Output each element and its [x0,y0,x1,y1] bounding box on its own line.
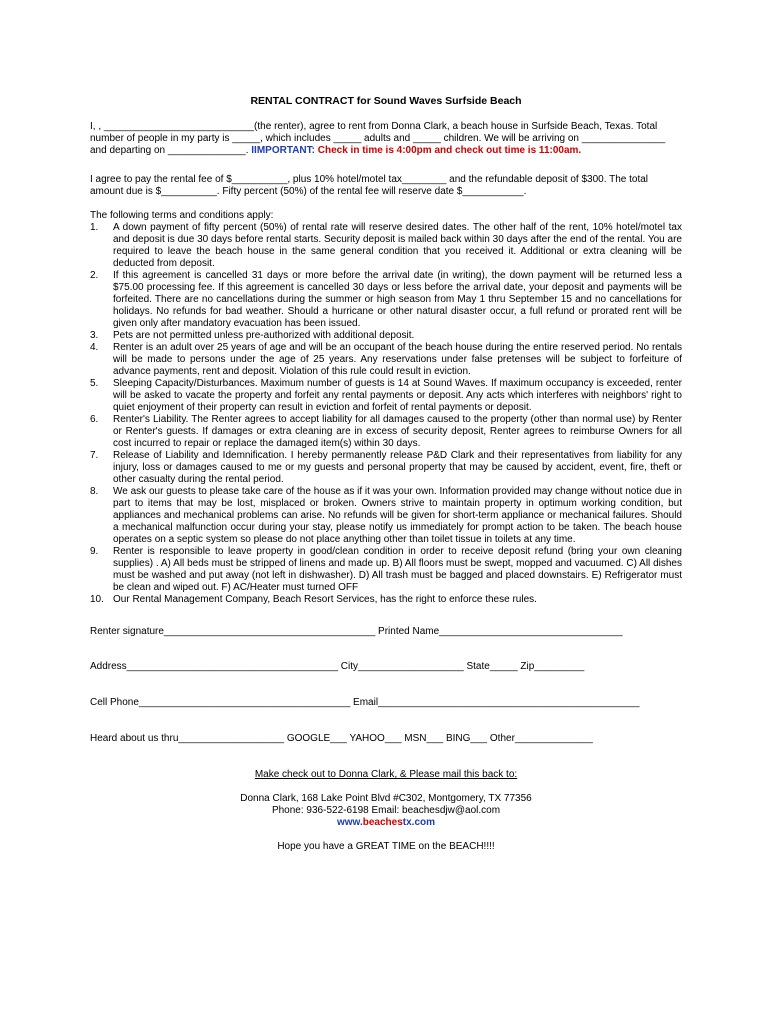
term-number: 7. [90,450,99,461]
term-item [90,270,682,330]
term-text: Release of Liability and Idemnification. I hereby permanently release P&D Clark and their representatives from liability for any injury, loss or damages caused to me or my guests and personal property that may be caused by accident, event, fire, theft or other casualty during the rental period. [113,450,682,485]
term-item [90,414,682,450]
web-part: www. [336,817,363,828]
closing-message: Hope you have a GREAT TIME on the BEACH!!!! [277,841,495,852]
term-number: 9. [90,546,99,557]
fee-paragraph [90,174,682,198]
term-text: Sleeping Capacity/Disturbances. Maximum number of guests is 14 at Sound Waves. If maximum occupancy is exceeded, renter will be asked to vacate the property and forfeit any rental payments or deposit. Any acts which interferes with neighbors' right to quiet enjoyment of their property can result in eviction and forfeit of rental payments or deposit. [113,378,682,413]
term-text: Renter's Liability. The Renter agrees to accept liability for all damages caused to the property (other than normal use) by Renter or Renter's guests. If damages or extra cleaning are in excess of security deposit, Renter agrees to reimburse Owners for all cost incurred to repair or replace the damaged item(s) within 30 days. [113,414,682,449]
checkin-text: Check in time is 4:00pm and check out time is 11:00am. [314,145,582,156]
departing-text: and departing on ______________. [90,145,252,156]
term-item [90,378,682,414]
term-number: 6. [90,414,99,425]
term-text: If this agreement is cancelled 31 days or more before the arrival date (in writing), the down payment will be returned less a $75.00 processing fee. If this agreement is cancelled 30 days or less before the arrival date, your deposit and payments will be forfeited. There are no cancellations during the summer or high season from May 1 thru September 15 and no cancellations for holidays. No refunds for bad weather. Should a hurricane or other natural disaster occur, a full refund or prorated rent will be given only after mandatory evacuation has been issued. [113,270,682,329]
terms-heading: The following terms and conditions apply: [90,210,274,221]
web-part: beaches [362,817,403,828]
contact-info: Phone: 936-522-6198 Email: beachesdjw@aol.com [271,805,501,816]
term-number: 3. [90,330,99,341]
website-link[interactable] [90,817,682,829]
term-number: 8. [90,486,99,497]
web-part: .com [411,817,436,828]
referral-source-field[interactable]: Heard about us thru___________________ GOOGLE___ YAHOO___ MSN___ BING___ Other______________ [90,733,593,744]
term-text: A down payment of fifty percent (50%) of rental rate will reserve desired dates. The other half of the rent, 10% hotel/motel tax and deposit is due 30 days before rental starts. Security deposit is mailed back within 30 days after the end of the rental. You are required to leave the beach house in the same general condition that you received it. Additional or extra cleaning will be deducted from deposit. [113,222,682,269]
mail-address: Donna Clark, 168 Lake Point Blvd #C302, Montgomery, TX 77356 [240,793,532,804]
terms-list [90,222,682,606]
important-label: IIMPORTANT: [251,145,315,156]
term-number: 10. [90,594,104,605]
phone-email-field[interactable]: Cell Phone______________________________________ Email_______________________________________________ [90,697,640,708]
term-number: 4. [90,342,99,353]
term-item [90,330,682,342]
term-text: Renter is an adult over 25 years of age and will be an occupant of the beach house during the entire reserved period. No rentals will be made to persons under the age of 25 years. Any reservations under false pretenses will be subject to forfeiture of advance payments, rent and deposit. Violation of this rule could result in eviction. [113,342,682,377]
term-item [90,546,682,594]
term-number: 2. [90,270,99,281]
term-number: 5. [90,378,99,389]
fee-line-2: amount due is $__________. Fifty percent (50%) of the rental fee will reserve date $___________. [90,186,527,197]
term-item [90,450,682,486]
page-title: RENTAL CONTRACT for Sound Waves Surfside Beach [250,95,522,107]
intro-line-3 [90,145,682,157]
term-text: Pets are not permitted unless pre-authorized with additional deposit. [113,330,415,341]
term-text: Our Rental Management Company, Beach Resort Services, has the right to enforce these rules. [113,594,537,605]
mail-instructions: Make check out to Donna Clark, & Please mail this back to: [254,769,518,780]
term-item [90,222,682,270]
intro-line-1: I, , ___________________________(the renter), agree to rent from Donna Clark, a beach house in Surfside Beach, Texas. Total [90,121,658,132]
web-part: tx [402,817,412,828]
term-text: We ask our guests to please take care of the house as if it was your own. Information provided may change without notice due in part to items that may be lost, misplaced or broken. Owners strive to maintain property in optimum working condition, but appliances and mechanical problems can arise. No refunds will be given for short-term appliance or mechanical failures. Should a mechanical malfunction occur during your stay, please notify us immediately for prompt action to be taken. The beach house operates on a septic system so please do not place anything other than toilet tissue in toilets at any time. [113,486,682,545]
term-text: Renter is responsible to leave property in good/clean condition in order to receive deposit refund (bring your own cleaning supplies) . A) All beds must be stripped of linens and made up. B) All floors must be swept, mopped and vacuumed. C) All dishes must be washed and put away (not left in dishwasher). D) All trash must be bagged and placed downstairs. E) Refrigerator must be clean and wiped out. F) AC/Heater must turned OFF [113,546,682,593]
renter-signature-field[interactable]: Renter signature______________________________________ Printed Name_________________________________ [90,626,623,637]
address-field[interactable]: Address______________________________________ City___________________ State_____ Zip_________ [90,661,585,672]
term-item [90,594,682,606]
important-notice [251,145,581,156]
fee-line-1: I agree to pay the rental fee of $__________, plus 10% hotel/motel tax________ and the refundable deposit of $300. The total [90,174,649,185]
term-item [90,486,682,546]
intro-line-2: number of people in my party is _____, which includes _____ adults and _____ children. We will be arriving on _______________ [90,133,666,144]
term-number: 1. [90,222,99,233]
intro-paragraph [90,121,682,157]
term-item [90,342,682,378]
